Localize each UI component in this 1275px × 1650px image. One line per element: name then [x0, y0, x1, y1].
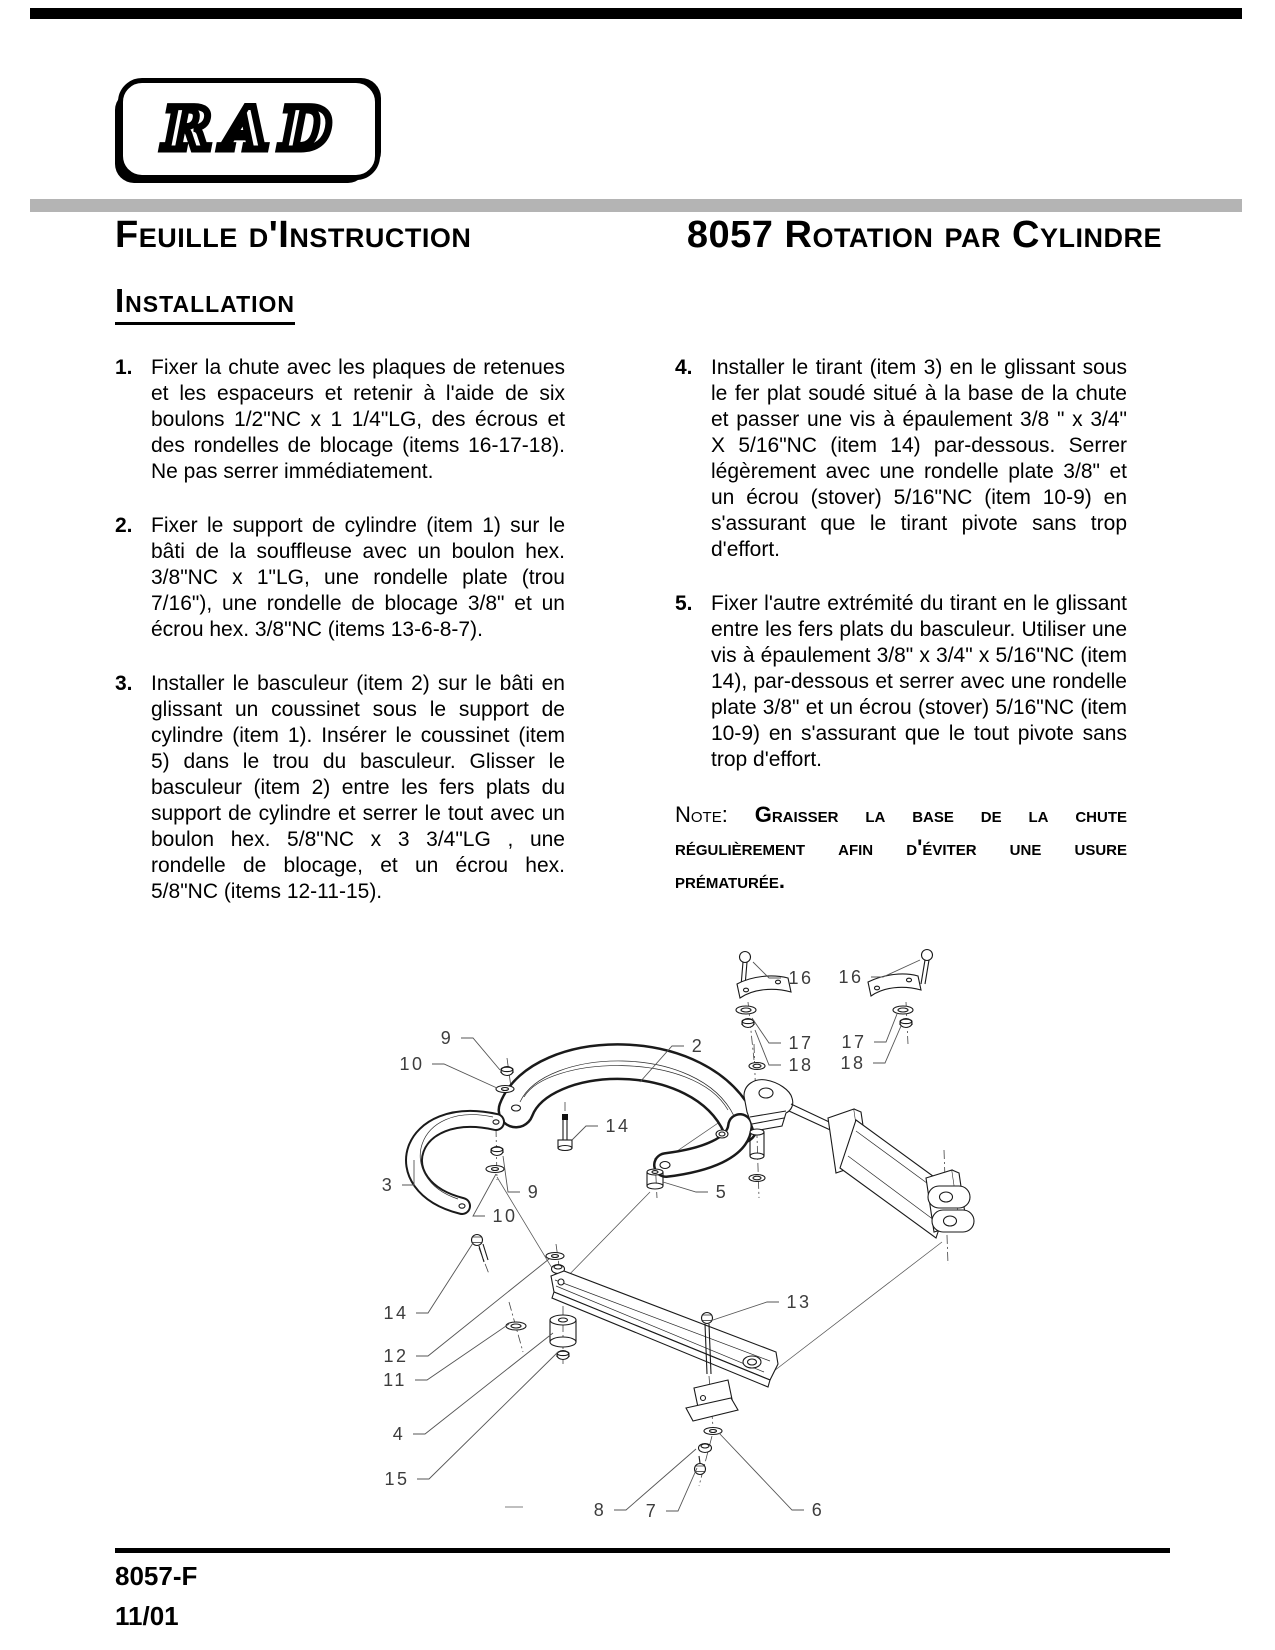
installation-heading: Installation — [115, 282, 295, 325]
note-text: Graisser la base de la chute régulièrement afin d'éviter une usure prématurée. — [675, 802, 1127, 893]
doc-type-title: Feuille d'Instruction — [115, 214, 472, 256]
diagram-callouts — [382, 960, 920, 1521]
callout-leader-line — [416, 1243, 473, 1313]
callout-leader-line — [417, 1352, 558, 1479]
diagram-callout-label: 13 — [786, 1292, 812, 1312]
step-number: 3. — [115, 672, 133, 695]
callout-leader-line — [413, 1333, 553, 1434]
footer-black-rule — [115, 1548, 1170, 1553]
basculeur-part — [512, 1061, 741, 1169]
doc-code: 8057-F — [115, 1561, 198, 1591]
diagram-callout-label: 15 — [384, 1469, 410, 1489]
callout-leader-line — [666, 1468, 697, 1511]
instructions-right-column — [675, 355, 1127, 897]
instructions-left-column — [115, 355, 565, 905]
step-number: 1. — [115, 356, 133, 379]
retainer-plates — [736, 950, 933, 1028]
diagram-callout-label: 18 — [788, 1055, 814, 1075]
cylinder-part — [744, 1063, 974, 1239]
diagram-callout-label: 10 — [492, 1206, 518, 1226]
revision-date: 11/01 — [115, 1601, 179, 1631]
diagram-callout-label: 14 — [383, 1303, 409, 1323]
diagram-callout-label: 2 — [691, 1036, 705, 1056]
step-text: Fixer le support de cylindre (item 1) sur le bâti de la souffleuse avec un boulon hex. 3/8"NC x 1"LG, une rondelle plate (trou 7/16"), une rondelle de blocage 3/8" et un écrou hex. 3/8"NC (items 13-6-8-7). — [151, 514, 565, 641]
diagram-callout-label: 3 — [381, 1175, 395, 1195]
footer — [115, 1556, 197, 1636]
doc-number-title: 8057 Rotation par Cylindre — [686, 214, 1162, 256]
callout-leader-line — [713, 1302, 779, 1320]
diagram-callout-label: 17 — [841, 1032, 867, 1052]
diagram-callout-label: 4 — [392, 1424, 406, 1444]
top-black-rule — [30, 8, 1242, 19]
diagram-callout-label: 5 — [715, 1182, 729, 1202]
note-block — [675, 798, 1127, 897]
diagram-callout-label: 18 — [840, 1053, 866, 1073]
callout-leader-line — [503, 1156, 520, 1192]
diagram-callout-label: 16 — [838, 967, 864, 987]
note-label: Note: — [675, 802, 755, 827]
support-bar-part — [551, 1271, 778, 1475]
instruction-step — [115, 671, 565, 905]
step-text: Installer le basculeur (item 2) sur le bâti en glissant un coussinet sous le support de cylindre (item 1). Insérer le coussinet (item 5) dans le trou du basculeur. Glisser le basculeur (item 2) entre les fers plats du support de cylindre et serrer le tout avec un boulon hex. 5/8"NC x 3 3/4"LG , une rondelle de blocage, et un écrou hex. 5/8"NC (items 12-11-15). — [151, 672, 565, 903]
callout-leader-line — [719, 1433, 804, 1510]
callout-leader-line — [752, 1018, 781, 1043]
callout-leader-line — [755, 1030, 781, 1065]
callout-leader-line — [874, 1014, 897, 1042]
step-text: Installer le tirant (item 3) en le glissant sous le fer plat soudé situé à la base de la chute et passer une vis à épaulement 3/8 " x 3/4" X 5/16"NC (item 14) par-dessous. Serrer légèrement avec une rondelle plate 3/8" et un écrou (stover) 5/16"NC (item 10-9) en s'assurant que le tirant pivote sans trop d'effort. — [711, 356, 1127, 561]
header-gray-rule — [30, 199, 1242, 212]
step-number: 5. — [675, 592, 693, 615]
exploded-parts-diagram — [330, 930, 1010, 1530]
rad-logo-text: RAD — [163, 95, 343, 163]
step-text: Fixer l'autre extrémité du tirant en le glissant entre les fers plats du basculeur. Utiliser une vis à épaulement 3/8" x 3/4" x 5/16"NC (item 14), par-dessous et serrer avec une rondelle plate 3/8" et un écrou (stover) 5/16"NC (item 10-9) en s'assurant que le tout pivote sans trop d'effort. — [711, 592, 1127, 771]
callout-leader-line — [572, 1126, 598, 1140]
callout-leader-line — [873, 1026, 901, 1063]
callout-leader-line — [461, 1038, 500, 1070]
diagram-callout-label: 16 — [788, 968, 814, 988]
diagram-callout-label: 9 — [440, 1028, 454, 1048]
instruction-step — [675, 591, 1127, 773]
diagram-callout-label: 14 — [605, 1116, 631, 1136]
diagram-callout-label: 17 — [788, 1033, 814, 1053]
callout-leader-line — [416, 1259, 549, 1356]
diagram-callout-label: 7 — [645, 1501, 659, 1521]
callout-leader-line — [663, 1182, 708, 1192]
step-number: 2. — [115, 514, 133, 537]
callout-leader-line — [432, 1064, 497, 1088]
callout-leader-line — [753, 962, 781, 978]
tirant-part — [414, 1115, 499, 1209]
diagram-callout-label: 9 — [527, 1182, 541, 1202]
step-text: Fixer la chute avec les plaques de retenues et les espaceurs et retenir à l'aide de six boulons 1/2"NC x 1 1/4"LG, des écrous et des rondelles de blocage (items 16-17-18). Ne pas serrer immédiatement. — [151, 356, 565, 483]
diagram-callout-label: 12 — [383, 1346, 409, 1366]
diagram-callout-label: 11 — [383, 1370, 407, 1390]
diagram-callout-label: 8 — [593, 1500, 607, 1520]
instruction-step — [115, 513, 565, 643]
diagram-callout-label: 6 — [811, 1500, 825, 1520]
instruction-step — [115, 355, 565, 485]
step-number: 4. — [675, 356, 693, 379]
diagram-callout-label: 10 — [399, 1054, 425, 1074]
rad-logo — [118, 78, 380, 180]
instruction-step — [675, 355, 1127, 563]
callout-leader-line — [415, 1324, 509, 1380]
